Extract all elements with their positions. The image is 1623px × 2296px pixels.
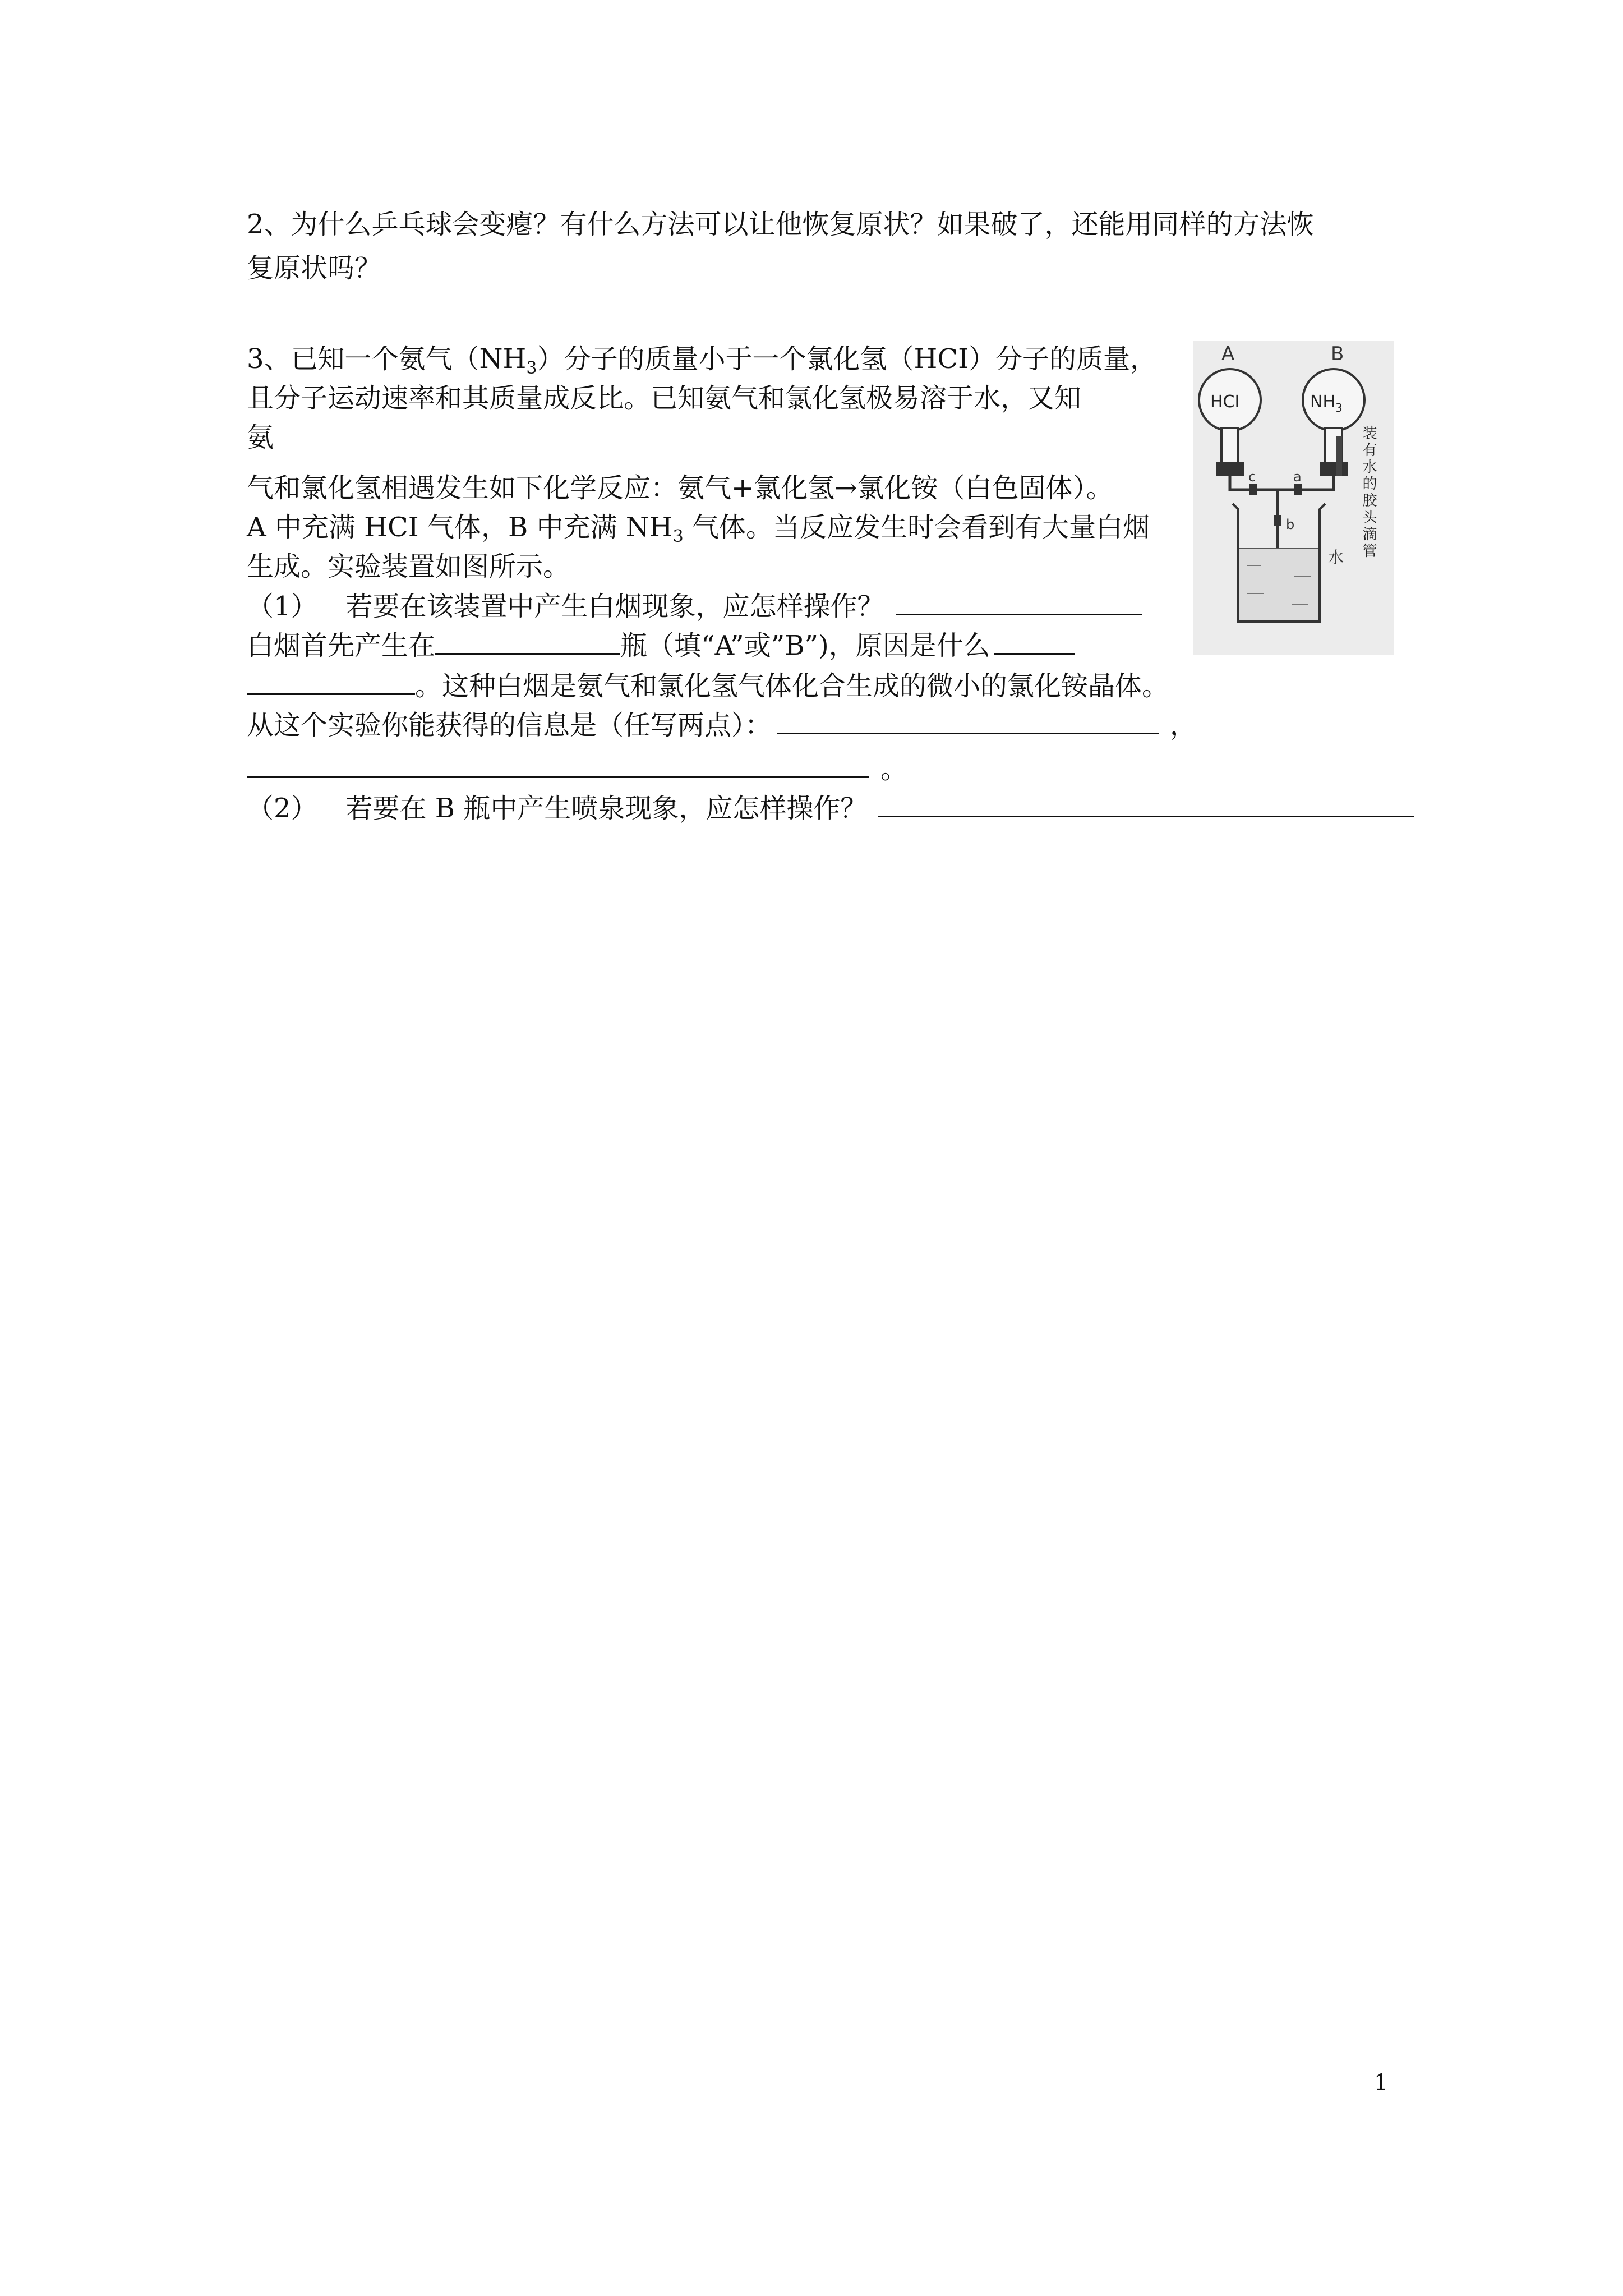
- clamp-b: [1274, 515, 1281, 526]
- side-caption: 装有水的胶头滴管: [1360, 425, 1377, 560]
- question-3-line-1: 3、已知一个氨气$(NH_3)$分子的质量小于一个氯化氢（HCI）分子的质量，: [247, 343, 1158, 378]
- part-1-line-4: 从这个实验你能获得的信息是（任写两点）： ，: [247, 708, 1197, 742]
- flask-a-label: HCI: [1210, 392, 1240, 412]
- flask-b-stopper: [1320, 462, 1348, 476]
- question-3-line-2: 且分子运动速率和其质量成反比。已知氨气和氯化氢极易溶于水，又知: [247, 383, 1082, 414]
- part-1-line-5: 。: [247, 752, 907, 786]
- answer-blank-info-2[interactable]: [247, 752, 869, 778]
- connecting-tube: [1230, 476, 1334, 490]
- part-1-line-3: 。这种白烟是氨气和氯化氢气体化合生成的微小的氯化铵晶体。: [247, 669, 1169, 703]
- clamp-c: [1249, 484, 1257, 495]
- part-2-prompt: （2） 若要在 B 瓶中产生喷泉现象，应怎样操作？: [247, 791, 1414, 825]
- answer-blank-1[interactable]: [896, 589, 1142, 615]
- label-b: B: [1331, 343, 1344, 365]
- page-number: 1: [1374, 2070, 1389, 2096]
- dropper: [1336, 436, 1342, 476]
- apparatus-diagram: [1193, 341, 1394, 655]
- question-2-line-1: 2、为什么乒乓球会变瘪？有什么方法可以让他恢复原状？如果破了，还能用同样的方法恢: [247, 209, 1314, 240]
- label-a-small: a: [1293, 469, 1302, 485]
- answer-blank-fountain[interactable]: [878, 791, 1414, 817]
- flask-b-label: $NH_3$: [1310, 392, 1343, 415]
- question-2-line-2: 复原状吗？: [247, 252, 382, 284]
- question-3-line-4: 气和氯化氢相遇发生如下化学反应：氨气+氯化氢→氯化铵（白色固体）。: [247, 472, 1113, 504]
- label-c: c: [1248, 469, 1256, 485]
- answer-blank-reason-1[interactable]: [994, 628, 1075, 655]
- flask-a-stopper: [1216, 462, 1244, 476]
- part-1-line-2: 白烟首先产生在 瓶（填“A”或”B”)，原因是什么: [247, 628, 1075, 662]
- clamp-a: [1294, 484, 1302, 495]
- beaker-water: [1239, 549, 1318, 620]
- answer-blank-info-1[interactable]: [777, 708, 1159, 734]
- flask-a-neck: [1221, 428, 1238, 467]
- water-label: 水: [1328, 548, 1344, 567]
- question-3-line-6: 生成。实验装置如图所示。: [247, 551, 570, 582]
- apparatus-figure: [1193, 341, 1394, 655]
- answer-blank-bottle[interactable]: [435, 628, 620, 655]
- label-b-small: b: [1286, 517, 1295, 532]
- part-1-prompt: （1） 若要在该装置中产生白烟现象，应怎样操作？: [247, 589, 1142, 623]
- question-3-line-5: A 中充满 HCI 气体，B 中充满 $NH_3$ 气体。当反应发生时会看到有大量白烟: [247, 512, 1150, 546]
- label-a: A: [1221, 343, 1235, 365]
- question-3-line-3: 氨: [247, 422, 274, 453]
- answer-blank-reason-2[interactable]: [247, 669, 415, 695]
